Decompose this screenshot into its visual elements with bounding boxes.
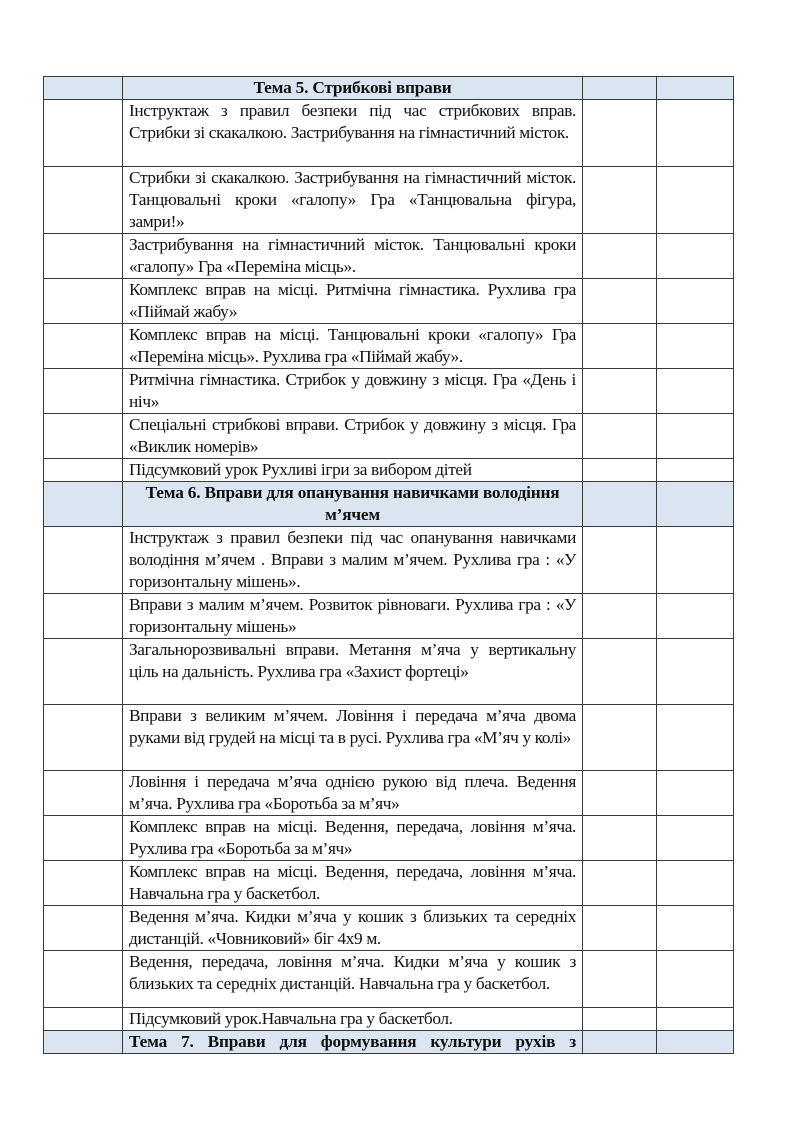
number-cell bbox=[44, 951, 123, 1008]
number-cell bbox=[44, 639, 123, 705]
notes-cell bbox=[657, 369, 734, 414]
lesson-topic-cell: Загальнорозвивальні вправи. Метання м’яча у вертикальну ціль на дальність. Рухлива гра «Захист фортеці» bbox=[123, 639, 583, 705]
lesson-topic-cell: Вправи з великим м’ячем. Ловіння і передача м’яча двома руками від грудей на місці та в русі. Рухлива гра «М’яч у колі» bbox=[123, 705, 583, 771]
table-row bbox=[44, 951, 734, 1008]
date-cell bbox=[583, 639, 657, 705]
notes-cell bbox=[657, 594, 734, 639]
date-cell bbox=[583, 1031, 657, 1054]
number-cell bbox=[44, 1008, 123, 1031]
table-row bbox=[44, 369, 734, 414]
lesson-topic-cell: Комплекс вправ на місці. Ведення, передача, ловіння м’яча. Рухлива гра «Боротьба за м’яч» bbox=[123, 816, 583, 861]
theme-header-row bbox=[44, 77, 734, 100]
theme-title: Тема 5. Стрибкові вправи bbox=[123, 77, 583, 100]
date-cell bbox=[583, 279, 657, 324]
theme-title: Тема 6. Вправи для опанування навичками володіння м’ячем bbox=[123, 482, 583, 527]
table-row bbox=[44, 414, 734, 459]
number-cell bbox=[44, 234, 123, 279]
notes-cell bbox=[657, 906, 734, 951]
notes-cell bbox=[657, 279, 734, 324]
date-cell bbox=[583, 816, 657, 861]
lesson-topic-cell: Комплекс вправ на місці. Ритмічна гімнастика. Рухлива гра «Піймай жабу» bbox=[123, 279, 583, 324]
date-cell bbox=[583, 1008, 657, 1031]
date-cell bbox=[583, 369, 657, 414]
notes-cell bbox=[657, 639, 734, 705]
date-cell bbox=[583, 100, 657, 167]
date-cell bbox=[583, 906, 657, 951]
table-row bbox=[44, 459, 734, 482]
notes-cell bbox=[657, 816, 734, 861]
lesson-topic-cell: Інструктаж з правил безпеки під час стрибкових вправ. Стрибки зі скакалкою. Застрибування на гімнастичний місток. bbox=[123, 100, 583, 167]
date-cell bbox=[583, 861, 657, 906]
table-row bbox=[44, 906, 734, 951]
number-cell bbox=[44, 705, 123, 771]
lesson-topic-cell: Комплекс вправ на місці. Танцювальні кроки «галопу» Гра «Переміна місць». Рухлива гра «Піймай жабу». bbox=[123, 324, 583, 369]
notes-cell bbox=[657, 459, 734, 482]
date-cell bbox=[583, 482, 657, 527]
date-cell bbox=[583, 414, 657, 459]
lesson-topic-cell: Ловіння і передача м’яча однією рукою від плеча. Ведення м’яча. Рухлива гра «Боротьба за м’яч» bbox=[123, 771, 583, 816]
table-row bbox=[44, 167, 734, 234]
date-cell bbox=[583, 705, 657, 771]
lesson-topic-cell: Ведення м’яча. Кидки м’яча у кошик з близьких та середніх дистанцій. «Човниковий» біг 4х9 м. bbox=[123, 906, 583, 951]
lesson-topic-cell: Застрибування на гімнастичний місток. Танцювальні кроки «галопу» Гра «Переміна місць». bbox=[123, 234, 583, 279]
table-row bbox=[44, 234, 734, 279]
table-row bbox=[44, 1008, 734, 1031]
table-row bbox=[44, 816, 734, 861]
number-cell bbox=[44, 1031, 123, 1054]
table-row bbox=[44, 705, 734, 771]
number-cell bbox=[44, 771, 123, 816]
number-cell bbox=[44, 906, 123, 951]
notes-cell bbox=[657, 527, 734, 594]
number-cell bbox=[44, 414, 123, 459]
table-row bbox=[44, 527, 734, 594]
number-cell bbox=[44, 482, 123, 527]
table-row bbox=[44, 639, 734, 705]
number-cell bbox=[44, 816, 123, 861]
number-cell bbox=[44, 77, 123, 100]
notes-cell bbox=[657, 771, 734, 816]
number-cell bbox=[44, 459, 123, 482]
lesson-topic-cell: Спеціальні стрибкові вправи. Стрибок у довжину з місця. Гра «Виклик номерів» bbox=[123, 414, 583, 459]
theme-title: Тема 7. Вправи для формування культури рухів з bbox=[123, 1031, 583, 1054]
notes-cell bbox=[657, 77, 734, 100]
table-row bbox=[44, 771, 734, 816]
lesson-topic-cell: Інструктаж з правил безпеки під час опанування навичками володіння м’ячем . Вправи з малим м’ячем. Рухлива гра : «У горизонтальну мішень». bbox=[123, 527, 583, 594]
notes-cell bbox=[657, 1031, 734, 1054]
number-cell bbox=[44, 369, 123, 414]
lesson-topic-cell: Підсумковий урок Рухливі ігри за вибором дітей bbox=[123, 459, 583, 482]
table-row bbox=[44, 279, 734, 324]
date-cell bbox=[583, 527, 657, 594]
theme-header-row bbox=[44, 1031, 734, 1054]
notes-cell bbox=[657, 324, 734, 369]
table-row bbox=[44, 100, 734, 167]
date-cell bbox=[583, 167, 657, 234]
number-cell bbox=[44, 861, 123, 906]
notes-cell bbox=[657, 100, 734, 167]
notes-cell bbox=[657, 482, 734, 527]
notes-cell bbox=[657, 167, 734, 234]
date-cell bbox=[583, 324, 657, 369]
number-cell bbox=[44, 594, 123, 639]
notes-cell bbox=[657, 414, 734, 459]
notes-cell bbox=[657, 861, 734, 906]
table-row bbox=[44, 861, 734, 906]
date-cell bbox=[583, 771, 657, 816]
notes-cell bbox=[657, 234, 734, 279]
number-cell bbox=[44, 527, 123, 594]
lesson-topic-cell: Підсумковий урок.Навчальна гра у баскетбол. bbox=[123, 1008, 583, 1031]
notes-cell bbox=[657, 1008, 734, 1031]
lesson-topic-cell: Ритмічна гімнастика. Стрибок у довжину з місця. Гра «День і ніч» bbox=[123, 369, 583, 414]
notes-cell bbox=[657, 951, 734, 1008]
lesson-topic-cell: Вправи з малим м’ячем. Розвиток рівноваги. Рухлива гра : «У горизонтальну мішень» bbox=[123, 594, 583, 639]
lesson-topic-cell: Комплекс вправ на місці. Ведення, передача, ловіння м’яча. Навчальна гра у баскетбол. bbox=[123, 861, 583, 906]
theme-header-row bbox=[44, 482, 734, 527]
date-cell bbox=[583, 459, 657, 482]
notes-cell bbox=[657, 705, 734, 771]
table-row bbox=[44, 594, 734, 639]
date-cell bbox=[583, 594, 657, 639]
lesson-topic-cell: Ведення, передача, ловіння м’яча. Кидки м’яча у кошик з близьких та середніх дистанцій. Навчальна гра у баскетбол. bbox=[123, 951, 583, 1008]
date-cell bbox=[583, 234, 657, 279]
number-cell bbox=[44, 279, 123, 324]
number-cell bbox=[44, 167, 123, 234]
date-cell bbox=[583, 951, 657, 1008]
date-cell bbox=[583, 77, 657, 100]
lesson-plan-body bbox=[44, 77, 734, 1054]
lesson-plan-table bbox=[43, 76, 734, 1054]
number-cell bbox=[44, 324, 123, 369]
table-row bbox=[44, 324, 734, 369]
number-cell bbox=[44, 100, 123, 167]
lesson-topic-cell: Стрибки зі скакалкою. Застрибування на гімнастичний місток. Танцювальні кроки «галопу» Гра «Танцювальна фігура, замри!» bbox=[123, 167, 583, 234]
